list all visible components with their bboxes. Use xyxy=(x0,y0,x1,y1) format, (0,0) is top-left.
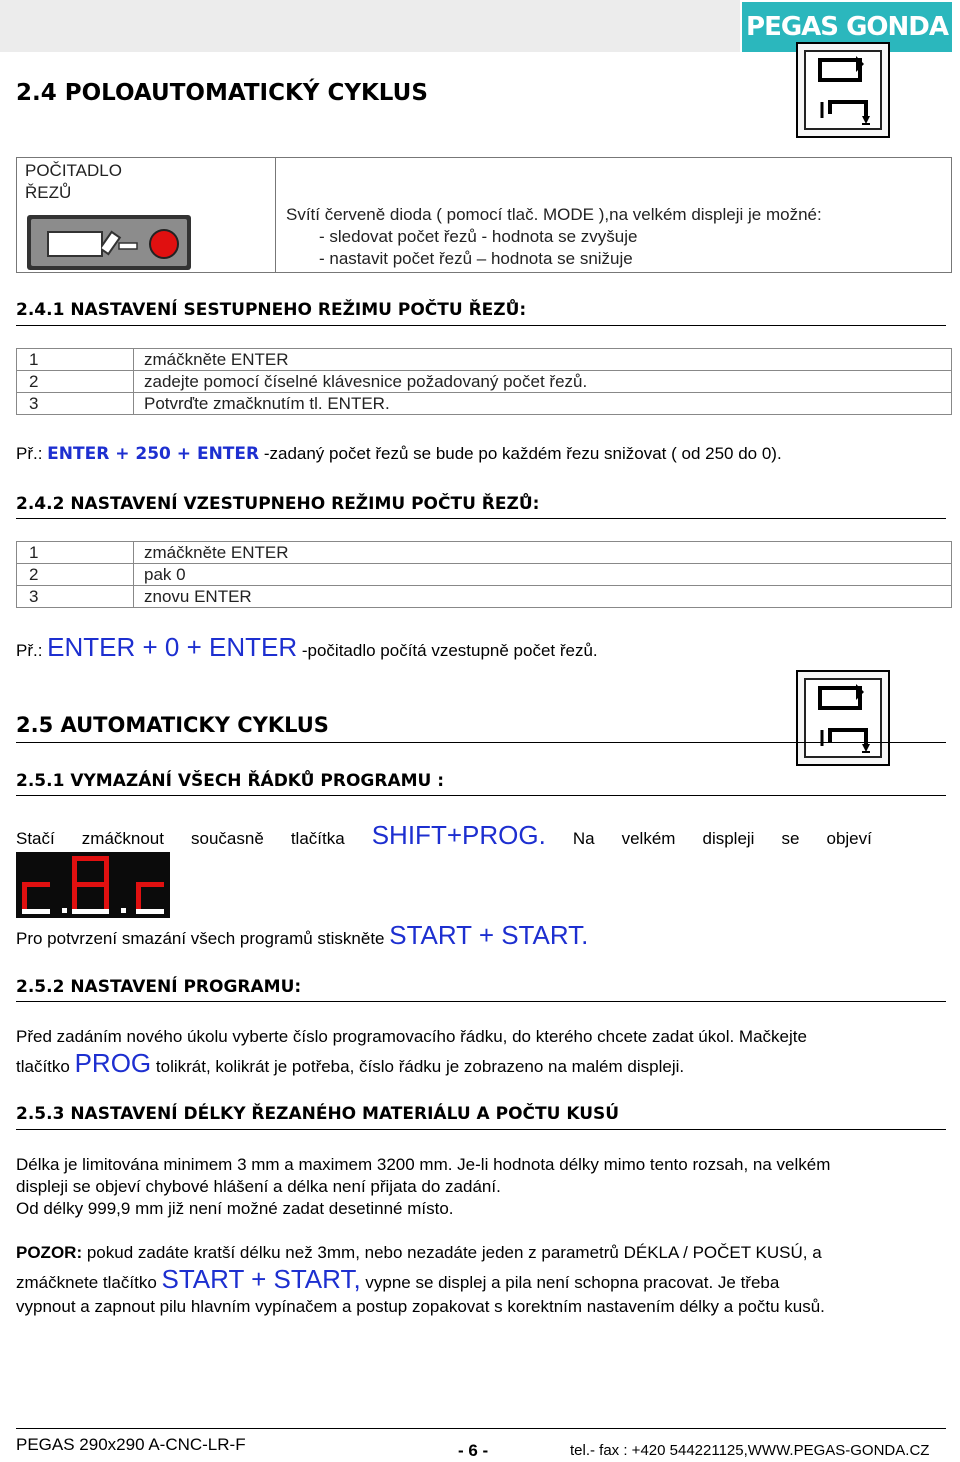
counter-text-3: - nastavit počet řezů – hodnota se snižuje xyxy=(319,249,633,268)
counter-label-2: ŘEZŮ xyxy=(25,183,72,202)
company-logo: PEGAS GONDA xyxy=(742,2,952,52)
example-descending: Př.: ENTER + 250 + ENTER -zadaný počet řezů se bude po každém řezu snižovat ( od 250 do 0). xyxy=(16,444,782,464)
header-bar xyxy=(0,0,740,52)
confirm-delete-line: Pro potvrzení smazání všech programů stiskněte START + START. xyxy=(16,920,589,950)
counter-text-2: - sledovat počet řezů - hodnota se zvyšuje xyxy=(319,227,638,246)
table-row: 2 pak 0 xyxy=(17,564,952,586)
length-text-1: Délka je limitována minimem 3 mm a maximem 3200 mm. Je-li hodnota délky mimo tento rozsah, na velkém xyxy=(16,1155,831,1174)
page-number: - 6 - xyxy=(458,1441,489,1460)
warning-line-2: zmáčknete tlačítko START + START, vypne se displej a pila není schopna pracovat. Je třeba xyxy=(16,1264,780,1294)
section-heading-2-5-2: 2.5.2 NASTAVENÍ PROGRAMU: xyxy=(16,977,302,997)
program-text-1: Před zadáním nového úkolu vyberte číslo programovacího řádku, do kterého chcete zadat úkol. Mačkejte xyxy=(16,1027,807,1046)
table-row: 3 znovu ENTER xyxy=(17,586,952,608)
table-row: 3 Potvrďte zmačknutím tl. ENTER. xyxy=(17,393,952,415)
section-heading-2-5-3: 2.5.3 NASTAVENÍ DÉLKY ŘEZANÉHO MATERIÁLU A POČTU KUSÚ xyxy=(16,1104,620,1124)
length-text-3: Od délky 999,9 mm již není možné zadat desetinné místo. xyxy=(16,1199,454,1218)
seven-segment-display xyxy=(16,852,170,918)
section-heading-2-5-1: 2.5.1 VYMAZÁNÍ VŠECH ŘÁDKŮ PROGRAMU : xyxy=(16,771,445,791)
steps-table-ascending xyxy=(16,541,952,608)
mode-cycle-icon xyxy=(796,42,890,138)
warning-line-1: POZOR: pokud zadáte kratší délku než 3mm, nebo nezadáte jeden z parametrů DÉKLA / POČET KUSÚ, a xyxy=(16,1243,822,1262)
section-heading-2-4-1: 2.4.1 NASTAVENÍ SESTUPNEHO REŽIMU POČTU ŘEZŮ: xyxy=(16,300,527,320)
red-led-icon xyxy=(149,229,179,259)
counter-panel-image xyxy=(27,215,191,270)
counter-box xyxy=(16,157,952,273)
section-heading-2-4-2: 2.4.2 NASTAVENÍ VZESTUPNEHO REŽIMU POČTU ŘEZŮ: xyxy=(16,494,540,514)
program-text-2: tlačítko PROG tolikrát, kolikrát je potřeba, číslo řádku je zobrazeno na malém displeji. xyxy=(16,1048,685,1078)
warning-line-3: vypnout a zapnout pilu hlavním vypínačem a postup zopakovat s korektním nastavením délky a počtu kusů. xyxy=(16,1297,825,1316)
table-row: 1 zmáčkněte ENTER xyxy=(17,542,952,564)
example-ascending: Př.: ENTER + 0 + ENTER -počitadlo počítá vzestupně počet řezů. xyxy=(16,632,598,662)
auto-cycle-icon xyxy=(796,670,890,766)
table-row: 1 zmáčkněte ENTER xyxy=(17,349,952,371)
footer-contact: tel.- fax : +420 544221125,WWW.PEGAS-GONDA.CZ xyxy=(570,1442,930,1459)
counter-label-1: POČITADLO xyxy=(25,161,122,180)
clear-program-line: Stačí zmáčknout současně tlačítka SHIFT+PROG. Na velkém displeji se objeví xyxy=(16,820,872,850)
page-title: 2.4 POLOAUTOMATICKÝ CYKLUS xyxy=(16,80,428,106)
section-heading-2-5: 2.5 AUTOMATICKY CYKLUS xyxy=(16,713,329,737)
steps-table-descending xyxy=(16,348,952,415)
table-row: 2 zadejte pomocí číselné klávesnice požadovaný počet řezů. xyxy=(17,371,952,393)
length-text-2: displeji se objeví chybové hlášení a délka není přijata do zadání. xyxy=(16,1177,501,1196)
footer-model: PEGAS 290x290 A-CNC-LR-F xyxy=(16,1435,246,1454)
counter-text-1: Svítí červeně dioda ( pomocí tlač. MODE ),na velkém displeji je možné: xyxy=(286,205,822,224)
